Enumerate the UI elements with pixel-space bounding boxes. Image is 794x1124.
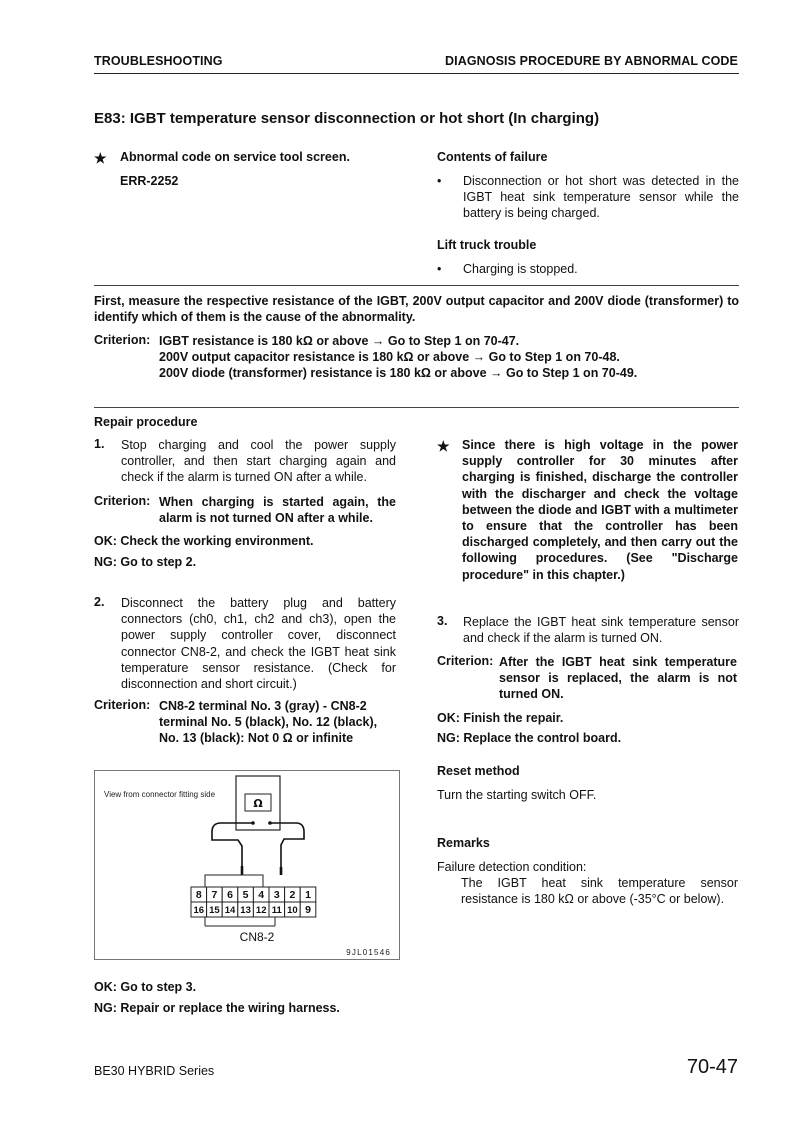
page-number: 70-47 — [686, 1056, 738, 1078]
remarks-line-1: Failure detection condition: — [437, 860, 587, 874]
step-1-number: 1. — [94, 437, 105, 451]
step-3-number: 3. — [437, 614, 448, 628]
step-3-criterion-label: Criterion: — [437, 654, 494, 668]
pin-number: 12 — [255, 905, 267, 916]
pin-number: 9 — [305, 904, 311, 916]
divider — [94, 407, 739, 408]
step-2-text: Disconnect the battery plug and battery connectors (ch0, ch1, ch2 and ch3), open the power supply controller cover, disconnect connector CN8-2, and check the IGBT heat sink temperature sensor resistance. (Check for disconnection and short circuit.) — [121, 596, 396, 692]
pin-number: 1 — [305, 889, 311, 901]
ohm-icon: Ω — [253, 797, 263, 810]
pin-number: 13 — [240, 905, 251, 916]
step-1-text: Stop charging and cool the power supply controller, and then start charging again and check if the alarm is turned ON after a while. — [121, 438, 396, 485]
step-3-ng: NG: Replace the control board. — [437, 731, 622, 745]
step-1-ng: NG: Go to step 2. — [94, 555, 197, 569]
connector-diagram — [94, 770, 400, 960]
star-icon: ★ — [94, 150, 107, 166]
header-right: DIAGNOSIS PROCEDURE BY ABNORMAL CODE — [445, 54, 738, 68]
abnormal-code-label: Abnormal code on service tool screen. — [120, 150, 350, 164]
repair-procedure-heading: Repair procedure — [94, 415, 198, 429]
criterion-line-2: 200V output capacitor resistance is 180 kΩ or above → Go to Step 1 on 70-48. — [159, 350, 620, 364]
star-icon: ★ — [437, 438, 450, 454]
bullet-icon: • — [437, 262, 442, 276]
pin-number: 7 — [211, 889, 218, 901]
pin-number: 5 — [242, 889, 249, 901]
abnormal-code: ERR-2252 — [120, 174, 179, 188]
pin-number: 6 — [227, 889, 233, 901]
step-2-criterion-text: CN8-2 terminal No. 3 (gray) - CN8-2 terminal No. 5 (black), No. 12 (black), No. 13 (black): Not 0 Ω or infinite — [159, 699, 378, 746]
step-3-text: Replace the IGBT heat sink temperature sensor and check if the alarm is turned ON. — [463, 615, 739, 646]
bullet-icon: • — [437, 174, 442, 188]
pin-number: 11 — [271, 905, 282, 916]
pin-number: 15 — [209, 905, 220, 916]
step-3-ok: OK: Finish the repair. — [437, 711, 564, 725]
footer-series: BE30 HYBRID Series — [94, 1064, 215, 1078]
pin-number: 3 — [273, 889, 280, 901]
connector-latch — [205, 875, 263, 887]
view-label: View from connector fitting side — [104, 790, 216, 799]
lift-truck-trouble-text: Charging is stopped. — [463, 262, 578, 276]
contents-of-failure-text: Disconnection or hot short was detected in the IGBT heat sink temperature sensor while the battery is being charged. — [463, 174, 739, 221]
step-2-ng: NG: Repair or replace the wiring harness. — [94, 1001, 340, 1015]
step-2-ok: OK: Go to step 3. — [94, 980, 197, 994]
step-2-criterion-label: Criterion: — [94, 698, 151, 712]
pin-number: 14 — [224, 905, 236, 916]
page-title: E83: IGBT temperature sensor disconnection or hot short (In charging) — [94, 110, 600, 127]
connector-diagram-svg — [95, 771, 399, 959]
step-2-number: 2. — [94, 595, 105, 609]
criterion-line-1: IGBT resistance is 180 kΩ or above → Go to Step 1 on 70-47. — [159, 334, 520, 348]
pin-number: 4 — [258, 889, 265, 901]
connector-label: CN8-2 — [239, 930, 275, 944]
step-1-criterion-text: When charging is started again, the alarm is not turned ON after a while. — [159, 495, 396, 526]
high-voltage-warning: Since there is high voltage in the power supply controller for 30 minutes after charging is finished, discharge the controller with the discharger and check the voltage between the diode and IGBT with a multimeter to ensure that the controller has been discharged completely, and then carry out the following procedures. (See "Discharge procedure" in this chapter.) — [462, 438, 738, 582]
pin-number: 16 — [193, 905, 205, 916]
figure-code: 9JL01546 — [346, 948, 391, 957]
step-3-criterion-text: After the IGBT heat sink temperature sensor is replaced, the alarm is not turned ON. — [499, 655, 737, 702]
remarks-heading: Remarks — [437, 836, 490, 850]
step-1-ok: OK: Check the working environment. — [94, 534, 314, 548]
contents-of-failure-heading: Contents of failure — [437, 150, 548, 164]
divider — [94, 285, 739, 286]
pin-number: 2 — [289, 889, 296, 901]
header-left: TROUBLESHOOTING — [94, 54, 223, 68]
first-measure-text: First, measure the respective resistance of the IGBT, 200V output capacitor and 200V diode (transformer) to identify which of them is the cause of the abnormality. — [94, 294, 739, 325]
reset-method-text: Turn the starting switch OFF. — [437, 788, 597, 802]
remarks-line-2: The IGBT heat sink temperature sensor resistance is 180 kΩ or above (-35°C or below). — [461, 876, 738, 907]
pin-number: 8 — [195, 889, 202, 901]
step-1-criterion-label: Criterion: — [94, 494, 151, 508]
criterion-label: Criterion: — [94, 333, 151, 347]
pin-number: 10 — [287, 905, 298, 916]
header-rule — [94, 73, 739, 74]
pin-grid — [191, 887, 316, 917]
criterion-line-3: 200V diode (transformer) resistance is 180 kΩ or above → Go to Step 1 on 70-49. — [159, 366, 638, 380]
reset-method-heading: Reset method — [437, 764, 520, 778]
lift-truck-trouble-heading: Lift truck trouble — [437, 238, 537, 252]
